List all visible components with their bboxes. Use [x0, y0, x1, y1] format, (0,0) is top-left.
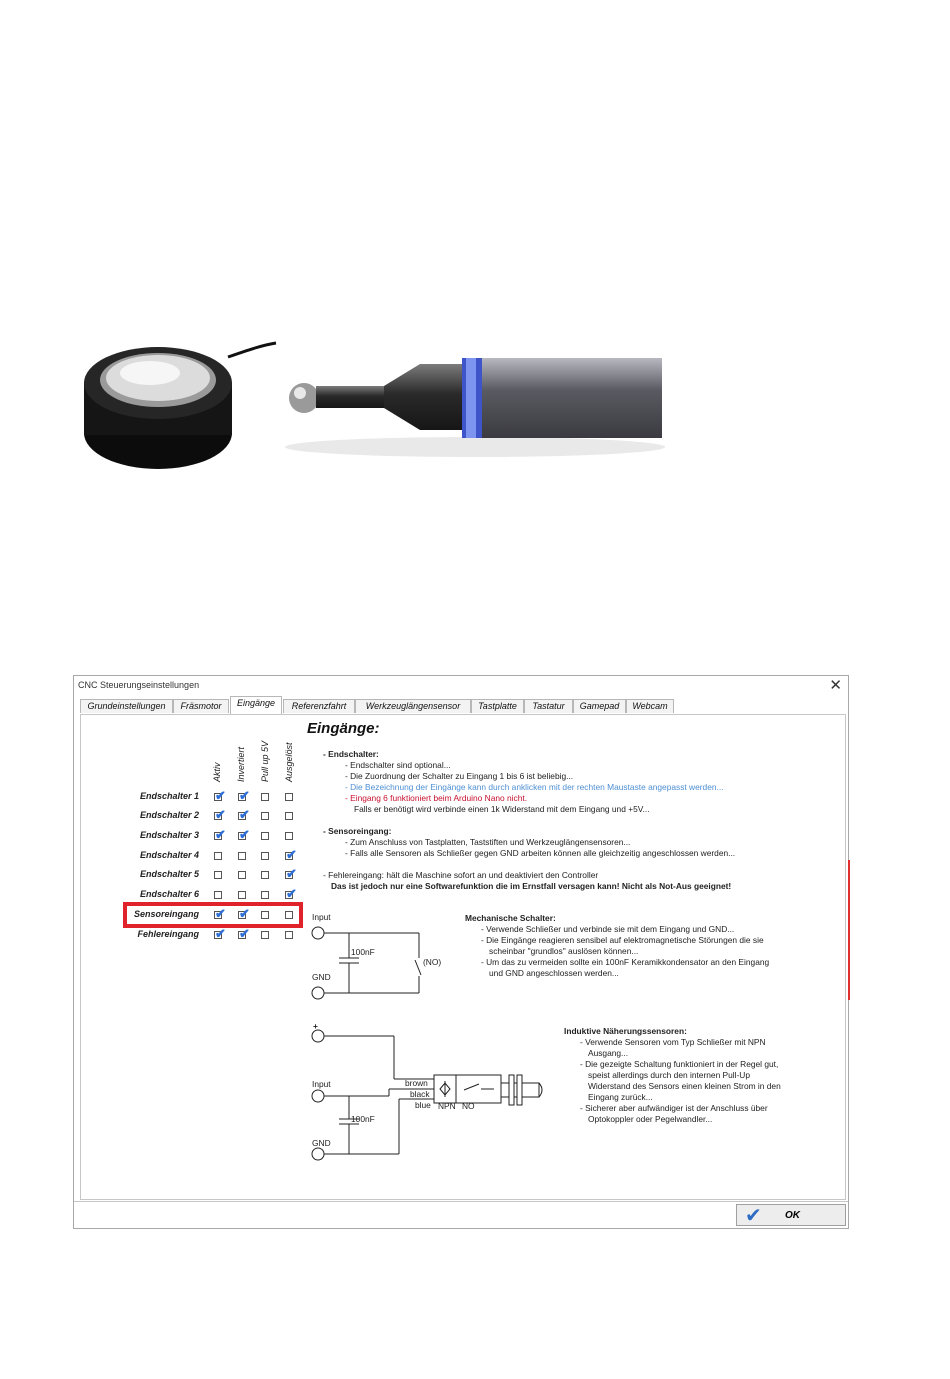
inductive-title: Induktive Näherungssensoren:	[564, 1026, 687, 1036]
checkbox-pullup[interactable]	[261, 832, 269, 840]
checkbox-ausgeloest[interactable]	[285, 911, 293, 919]
mechanical-line: - Verwende Schließer und verbinde sie mit dem Eingang und GND...	[481, 924, 735, 934]
inductive-line: speist allerdings durch den internen Pull-Up	[588, 1070, 751, 1080]
endschalter-title: - Endschalter:	[323, 749, 379, 759]
inductive-line: - Verwende Sensoren vom Typ Schließer mit NPN	[580, 1037, 766, 1047]
schematic-cap-label: 100nF	[351, 1114, 375, 1124]
inductive-line: Eingang zurück...	[588, 1092, 653, 1102]
column-header-pullup: Pull up 5V	[260, 740, 270, 782]
edge-mark	[848, 860, 850, 1000]
highlight-box-sensoreingang	[123, 902, 303, 928]
wire-blue-label: blue	[415, 1100, 431, 1110]
checkmark-icon: ✔	[215, 906, 226, 921]
fehler-line: - Fehlereingang: hält die Maschine sofort an und deaktiviert den Controller	[323, 870, 599, 880]
row-label-endschalter-1[interactable]: Endschalter 1	[139, 791, 199, 801]
mechanical-switch-schematic	[309, 910, 449, 1000]
mechanical-line: - Um das zu vermeiden sollte ein 100nF Keramikkondensator an den Eingang	[481, 957, 770, 967]
probe-pen-photo	[280, 352, 675, 464]
checkmark-icon: ✔	[215, 827, 226, 842]
footer-divider	[74, 1201, 848, 1202]
row-label-endschalter-6[interactable]: Endschalter 6	[139, 889, 199, 899]
checkmark-icon: ✔	[239, 807, 250, 822]
info-line: - Falls alle Sensoren als Schließer gegen GND arbeiten können alle gleichzeitig angeschlossen werden...	[345, 848, 736, 858]
row-label-endschalter-5[interactable]: Endschalter 5	[139, 869, 199, 879]
column-header-aktiv: Aktiv	[212, 762, 222, 782]
ok-button[interactable]	[736, 1204, 846, 1226]
checkbox-invertiert[interactable]	[238, 891, 246, 899]
section-heading: Eingänge:	[307, 720, 380, 737]
checkbox-pullup[interactable]	[261, 793, 269, 801]
row-label-endschalter-2[interactable]: Endschalter 2	[139, 810, 199, 820]
checkbox-ausgeloest[interactable]	[285, 931, 293, 939]
inductive-line: - Die gezeigte Schaltung funktioniert in der Regel gut,	[580, 1059, 779, 1069]
checkbox-invertiert[interactable]	[238, 871, 246, 879]
checkmark-icon: ✔	[286, 866, 297, 881]
checkbox-pullup[interactable]	[261, 911, 269, 919]
checkbox-aktiv[interactable]	[214, 891, 222, 899]
mechanical-title: Mechanische Schalter:	[465, 913, 556, 923]
checkbox-pullup[interactable]	[261, 852, 269, 860]
checkbox-pullup[interactable]	[261, 871, 269, 879]
info-line: Falls er benötigt wird verbinde einen 1k Widerstand mit dem Eingang und +5V...	[354, 804, 650, 814]
schematic-gnd-label: GND	[312, 972, 331, 982]
schematic-cap-label: 100nF	[351, 947, 375, 957]
npn-label: NPN	[438, 1101, 456, 1111]
column-header-ausgeloest: Ausgelöst	[284, 742, 294, 782]
mechanical-line: - Die Eingänge reagieren sensibel auf elektromagnetische Störungen die sie	[481, 935, 764, 945]
tab-eingaenge[interactable]: Eingänge	[230, 696, 282, 714]
schematic-input-label: Input	[312, 912, 331, 922]
tab-grundeinstellungen[interactable]: Grundeinstellungen	[80, 699, 173, 713]
title-bar	[74, 676, 848, 696]
checkbox-pullup[interactable]	[261, 891, 269, 899]
row-label-fehlereingang[interactable]: Fehlereingang	[137, 929, 199, 939]
inductive-line: Widerstand des Sensors einen kleinen Strom in den	[588, 1081, 781, 1091]
dialog-title: CNC Steuerungseinstellungen	[78, 680, 200, 690]
schematic-plus-label: +	[313, 1021, 318, 1031]
info-line: - Zum Anschluss von Tastplatten, Taststiften und Werkzeuglängensensoren...	[345, 837, 631, 847]
checkmark-icon: ✔	[215, 807, 226, 822]
mechanical-line: und GND angeschlossen werden...	[489, 968, 619, 978]
wire-black-label: black	[410, 1089, 430, 1099]
schematic-switch-label: (NO)	[423, 957, 442, 967]
mechanical-line: scheinbar "grundlos" auslösen können...	[489, 946, 639, 956]
checkbox-ausgeloest[interactable]	[285, 812, 293, 820]
checkbox-aktiv[interactable]	[214, 852, 222, 860]
checkmark-icon: ✔	[286, 847, 297, 862]
checkbox-pullup[interactable]	[261, 931, 269, 939]
checkbox-invertiert[interactable]	[238, 852, 246, 860]
no-label: NO	[462, 1101, 475, 1111]
checkmark-icon: ✔	[215, 926, 226, 941]
tab-tastatur[interactable]: Tastatur	[524, 699, 573, 713]
settings-dialog	[73, 675, 849, 1229]
info-line: - Endschalter sind optional...	[345, 760, 451, 770]
row-label-endschalter-4[interactable]: Endschalter 4	[139, 850, 199, 860]
wire-brown-label: brown	[405, 1078, 428, 1088]
checkbox-aktiv[interactable]	[214, 871, 222, 879]
inductive-line: Ausgang...	[588, 1048, 629, 1058]
ok-label: OK	[785, 1210, 800, 1221]
inductive-line: Optokoppler oder Pegelwandler...	[588, 1114, 713, 1124]
inductive-line: - Sicherer aber aufwändiger ist der Anschluss über	[580, 1103, 768, 1113]
schematic-input-label: Input	[312, 1079, 331, 1089]
info-line: - Die Zuordnung der Schalter zu Eingang 1 bis 6 ist beliebig...	[345, 771, 574, 781]
checkmark-icon: ✔	[239, 827, 250, 842]
checkmark-icon: ✔	[239, 788, 250, 803]
tab-tastplatte[interactable]: Tastplatte	[471, 699, 524, 713]
checkmark-icon: ✔	[215, 788, 226, 803]
checkmark-icon: ✔	[286, 886, 297, 901]
column-header-invertiert: Invertiert	[236, 746, 246, 782]
checkmark-icon: ✔	[239, 926, 250, 941]
tab-webcam[interactable]: Webcam	[626, 699, 674, 713]
close-icon[interactable]: ✕	[829, 677, 842, 694]
row-label-sensoreingang[interactable]: Sensoreingang	[133, 909, 199, 919]
row-label-endschalter-3[interactable]: Endschalter 3	[139, 830, 199, 840]
tab-fraesmotor[interactable]: Fräsmotor	[173, 699, 229, 713]
tab-gamepad[interactable]: Gamepad	[573, 699, 626, 713]
checkbox-ausgeloest[interactable]	[285, 793, 293, 801]
tab-panel-eingaenge	[80, 714, 846, 1200]
checkbox-pullup[interactable]	[261, 812, 269, 820]
touch-probe-plate-photo	[78, 335, 278, 475]
checkmark-icon: ✔	[745, 1205, 762, 1227]
tab-werkzeuglaengensensor[interactable]: Werkzeuglängensensor	[355, 699, 471, 713]
tab-referenzfahrt[interactable]: Referenzfahrt	[283, 699, 355, 713]
checkbox-ausgeloest[interactable]	[285, 832, 293, 840]
schematic-gnd-label: GND	[312, 1138, 331, 1148]
info-line-link: - Die Bezeichnung der Eingänge kann durch anklicken mit der rechten Maustaste angepasst werden...	[345, 782, 724, 792]
sensor-title: - Sensoreingang:	[323, 826, 392, 836]
info-line-warning: - Eingang 6 funktioniert beim Arduino Nano nicht.	[345, 793, 528, 803]
checkmark-icon: ✔	[239, 906, 250, 921]
fehler-warning: Das ist jedoch nur eine Softwarefunktion die im Ernstfall versagen kann! Nicht als Not-Aus geeignet!	[331, 881, 732, 891]
